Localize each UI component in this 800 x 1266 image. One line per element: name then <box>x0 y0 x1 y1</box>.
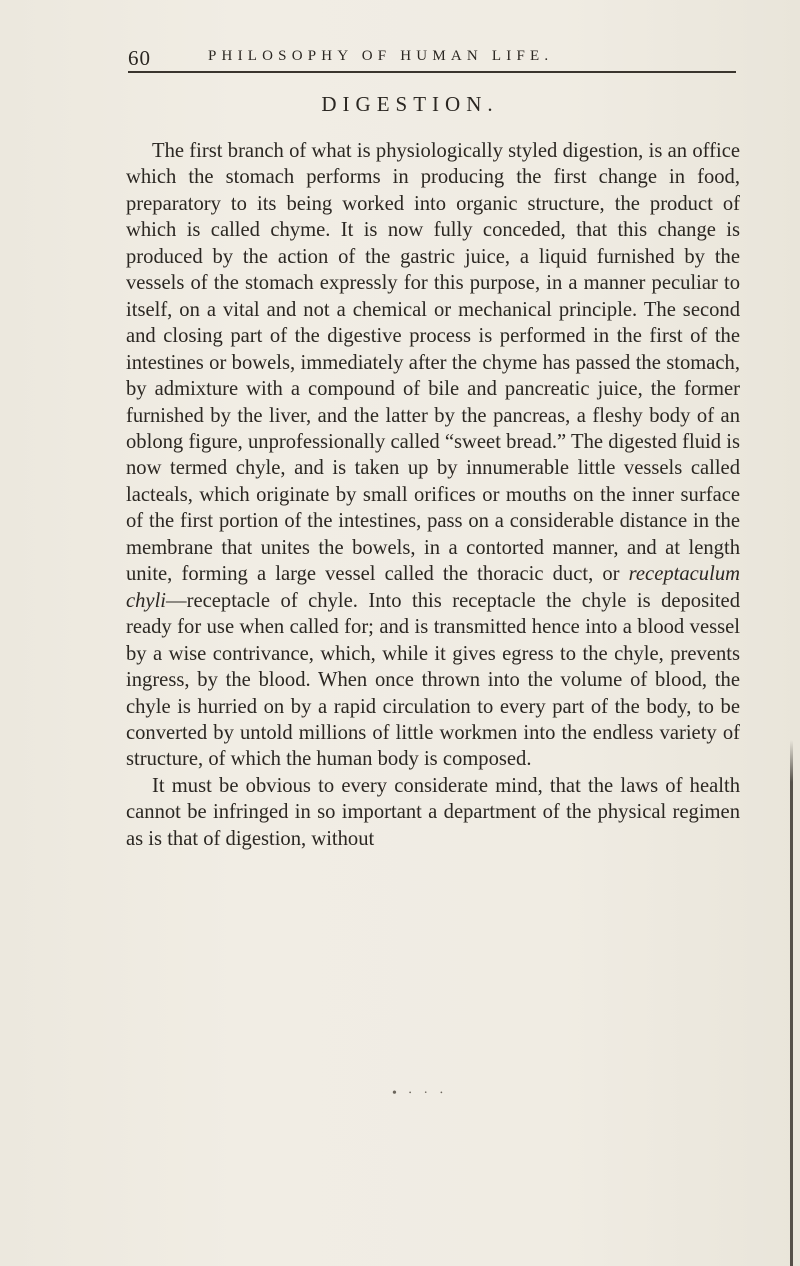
section-title: DIGESTION. <box>321 92 499 116</box>
paragraph-2 <box>126 773 740 852</box>
page-number: 60 <box>128 46 151 70</box>
paragraph-1-text-a: The first branch of what is physiologically styled digestion, is an office which the stomach performs in producing the first change in food, preparatory to its being worked into organic structure, the product of which is called chyme. It is now fully conceded, that this change is produced by the action of the gastric juice, a liquid furnished by the vessels of the stomach expressly for this purpose, in a manner peculiar to itself, on a vital and not a chemical or mechanical principle. The second and closing part of the digestive process is performed in the first of the intestines or bowels, immediately after the chyme has passed the stomach, by admixture with a compound of bile and pancreatic juice, the former furnished by the liver, and the latter by the pancreas, a fleshy body of an oblong figure, unprofessionally called “sweet bread.” The digested fluid is now termed chyle, and is taken up by innumerable little vessels called lacteals, which originate by small orifices or mouths on the inner surface of the first portion of the intestines, pass on a considerable distance in the membrane that unites the bowels, in a contorted manner, and at length unite, forming a large vessel called the thoracic duct, or <box>126 140 740 586</box>
paragraph-1-italic: receptaculum chyli <box>126 563 740 612</box>
paragraph-2-text-a: It must be obvious to every considerate mind, that the laws of health cannot be infringed in so important a department of the physical regimen as is that of digestion, without <box>126 774 740 850</box>
header-rule <box>128 71 736 73</box>
running-title: PHILOSOPHY OF HUMAN LIFE. <box>208 48 554 64</box>
body-text <box>126 138 740 852</box>
paragraph-1 <box>126 138 740 773</box>
page-edge-shadow <box>790 740 793 1266</box>
running-head <box>128 44 740 74</box>
paragraph-1-text-b: —receptacle of chyle. Into this receptacle the chyle is deposited ready for use when called for; and is transmitted hence into a blood vessel by a wise contrivance, which, while it gives egress to the chyle, prevents ingress, by the blood. When once thrown into the volume of blood, the chyle is hurried on by a rapid circulation to every part of the body, to be converted by untold millions of little workmen into the endless variety of structure, of which the human body is composed. <box>126 589 740 771</box>
ink-specks: • ∙ · ∙ <box>392 1086 448 1101</box>
